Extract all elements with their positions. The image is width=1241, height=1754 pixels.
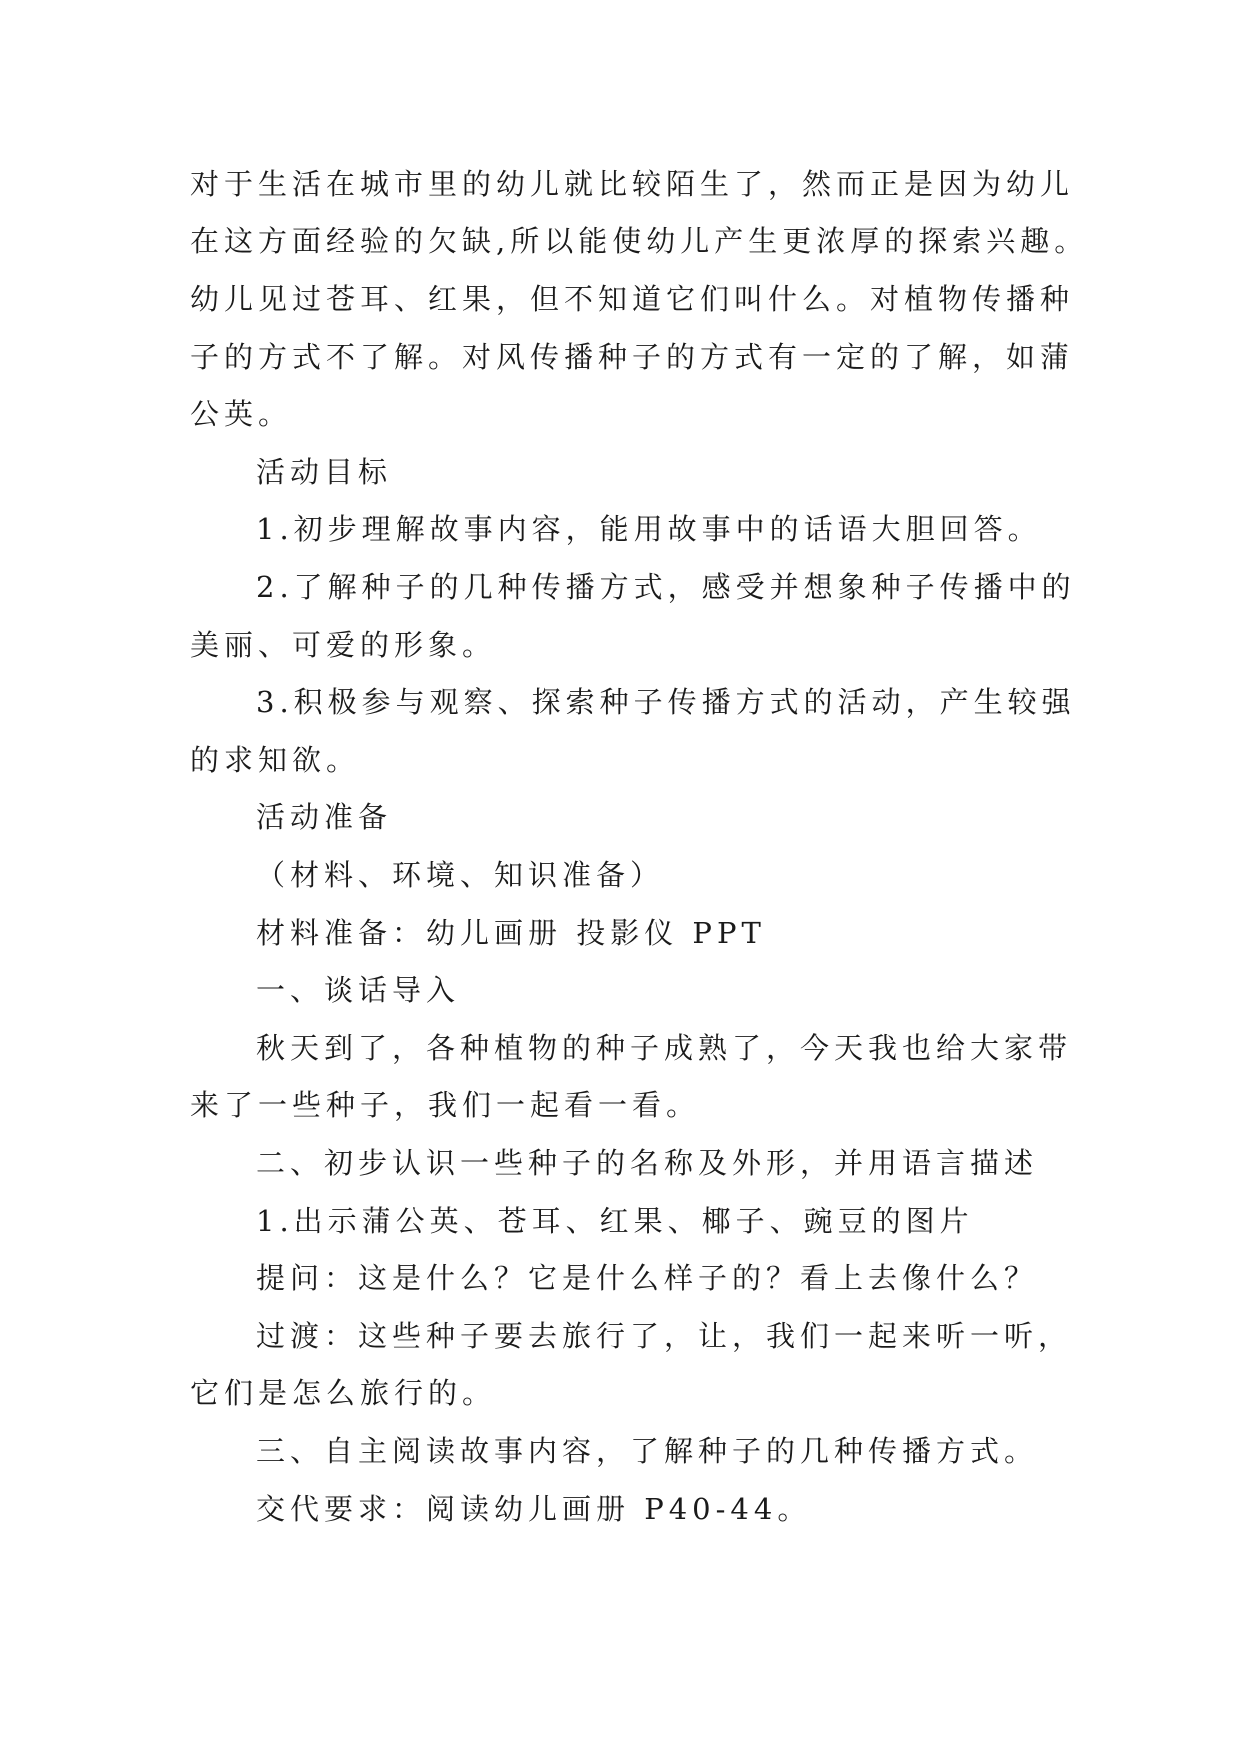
text-line-1: 对于生活在城市里的幼儿就比较陌生了，然而正是因为幼儿 xyxy=(190,167,1075,201)
text-line-11: 的求知欲。 xyxy=(190,743,361,777)
section-heading-prep: 活动准备 xyxy=(256,800,393,834)
text-line-14: 材料准备：幼儿画册 投影仪 PPT xyxy=(256,916,766,950)
text-line-19: 1.出示蒲公英、苍耳、红果、椰子、豌豆的图片 xyxy=(256,1204,974,1238)
text-line-17: 来了一些种子，我们一起看一看。 xyxy=(190,1088,701,1122)
text-line-22: 它们是怎么旅行的。 xyxy=(190,1376,497,1410)
text-line-2: 在这方面经验的欠缺,所以能使幼儿产生更浓厚的探索兴趣。 xyxy=(190,224,1089,258)
text-line-3: 幼儿见过苍耳、红果，但不知道它们叫什么。对植物传播种 xyxy=(190,282,1075,316)
text-line-15: 一、谈话导入 xyxy=(256,973,461,1007)
text-line-13: （材料、环境、知识准备） xyxy=(256,858,665,892)
text-line-20: 提问：这是什么？它是什么样子的？看上去像什么？ xyxy=(256,1261,1039,1295)
text-line-9: 美丽、可爱的形象。 xyxy=(190,628,497,662)
text-line-24: 交代要求：阅读幼儿画册 P40-44。 xyxy=(256,1492,812,1526)
text-line-16: 秋天到了，各种植物的种子成熟了，今天我也给大家带 xyxy=(256,1031,1073,1065)
text-line-23: 三、自主阅读故事内容，了解种子的几种传播方式。 xyxy=(256,1434,1039,1468)
text-line-8: 2.了解种子的几种传播方式，感受并想象种子传播中的 xyxy=(256,570,1076,604)
text-line-10: 3.积极参与观察、探索种子传播方式的活动，产生较强 xyxy=(256,685,1076,719)
text-line-4: 子的方式不了解。对风传播种子的方式有一定的了解，如蒲 xyxy=(190,340,1075,374)
text-line-7: 1.初步理解故事内容，能用故事中的话语大胆回答。 xyxy=(256,512,1042,546)
section-heading-goals: 活动目标 xyxy=(256,455,393,489)
text-line-18: 二、初步认识一些种子的名称及外形，并用语言描述 xyxy=(256,1146,1039,1180)
text-line-5: 公英。 xyxy=(190,397,293,431)
text-line-21: 过渡：这些种子要去旅行了，让，我们一起来听一听， xyxy=(256,1319,1073,1353)
